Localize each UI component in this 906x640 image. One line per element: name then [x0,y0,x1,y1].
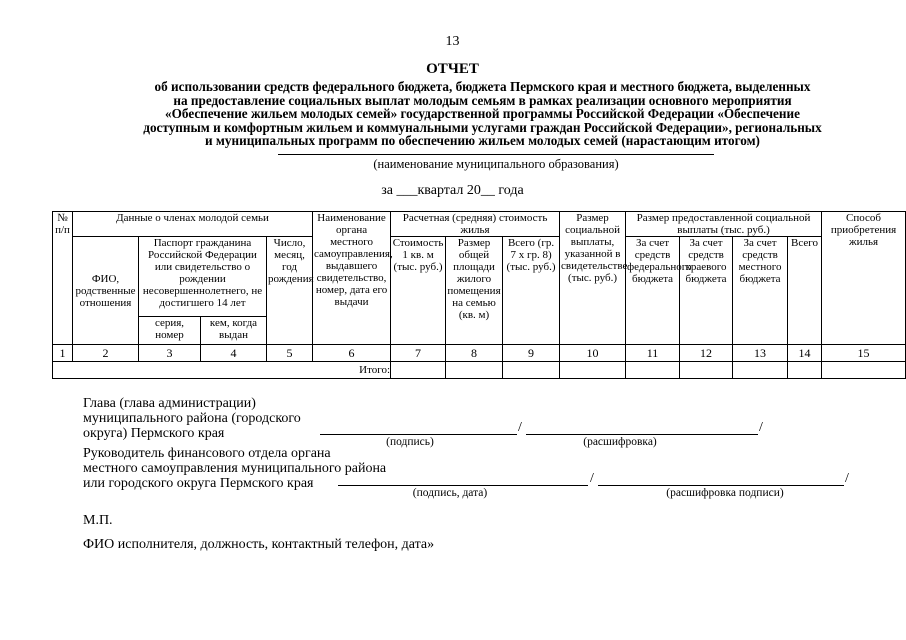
subtitle-line: доступным и комфортным жильем и коммунальными услугами граждан Российской Федерации», региональных [143,119,822,135]
column-number: 10 [560,345,626,362]
stamp-place: М.П. [83,513,113,528]
column-number: 12 [680,345,733,362]
header-total-cost: Всего (гр. 7 х гр. 8) (тыс. руб.) [503,237,560,345]
column-numbers-row [53,345,906,362]
header-fio: ФИО, родственные отношения [73,237,139,345]
header-acquisition-method: Способ приобретения жилья [822,212,906,345]
header-authority: Наименование органа местного самоуправления, выдавшего свидетельство, номер, дата его выдачи [313,212,391,345]
executor-info-line: ФИО исполнителя, должность, контактный телефон, дата» [83,537,435,552]
slash-divider: / [759,420,763,435]
signature-label-line: местного самоуправления муниципального района [83,461,387,476]
page-number: 13 [445,34,460,49]
total-cell [626,362,680,379]
subtitle-line: на предоставление социальных выплат молодым семьям в рамках реализации основного мероприятия [173,92,792,108]
total-cell [503,362,560,379]
total-cell [680,362,733,379]
total-cell [560,362,626,379]
total-cell [391,362,446,379]
column-number: 11 [626,345,680,362]
total-cell [822,362,906,379]
column-number: 15 [822,345,906,362]
subtitle-line: об использовании средств федерального бюджета, бюджета Пермского края и местного бюджета, выделенных [154,79,811,94]
header-local-budget: За счет средств местного бюджета [733,237,788,345]
report-period-line: за ___квартал 20__ года [381,183,524,198]
total-cell [446,362,503,379]
column-number: 8 [446,345,503,362]
total-label: Итого: [53,362,391,379]
head-signature-line [320,434,517,435]
municipality-caption: (наименование муниципального образования) [373,157,619,171]
header-series-number: серия, номер [139,317,201,345]
slash-divider: / [518,420,522,435]
subtitle-line: «Обеспечение жильем молодых семей» государственной программы Российской Федерации «Обеспечение [165,106,800,122]
header-birthdate: Число, месяц, год рождения [267,237,313,345]
subtitle-line: и муниципальных программ по обеспечению жильем молодых семей (нарастающим итогом) [205,133,760,149]
column-number: 2 [73,345,139,362]
header-housing-cost: Расчетная (средняя) стоимость жилья [391,212,560,237]
header-area: Размер общей площади жилого помещения на семью (кв. м) [446,237,503,345]
column-number: 1 [53,345,73,362]
slash-divider: / [845,471,849,486]
finance-sign-caption: (подпись, дата) [412,487,488,499]
report-table [52,211,906,379]
header-provided-payment: Размер предоставленной социальной выплаты (тыс. руб.) [626,212,822,237]
column-number: 9 [503,345,560,362]
column-number: 4 [201,345,267,362]
header-row-number: № п/п [53,212,73,345]
head-decode-caption: (расшифровка) [583,436,657,448]
finance-decode-caption: (расшифровка подписи) [666,487,784,499]
header-total-provided: Всего [788,237,822,345]
column-number: 5 [267,345,313,362]
column-number: 3 [139,345,201,362]
column-number: 13 [733,345,788,362]
slash-divider: / [590,471,594,486]
header-cost-per-sqm: Стоимость 1 кв. м (тыс. руб.) [391,237,446,345]
total-cell [788,362,822,379]
total-row [53,362,906,379]
header-family-data: Данные о членах молодой семьи [73,212,313,237]
header-federal-budget: За счет средств федерального бюджета [626,237,680,345]
head-sign-caption: (подпись) [386,436,434,448]
header-issued-by: кем, когда выдан [201,317,267,345]
document-subtitle [60,80,905,148]
finance-decode-line [598,485,844,486]
total-cell [733,362,788,379]
document-title: ОТЧЕТ [426,61,479,77]
signature-label-line: или городского округа Пермского края [83,476,314,491]
municipality-name-line [278,154,714,155]
signature-label-line: Глава (глава администрации) [83,396,256,411]
column-number: 6 [313,345,391,362]
signature-label-line: муниципального района (городского [83,411,301,426]
head-signature-label [83,396,301,441]
header-payment-size: Размер социальной выплаты, указанной в свидетельстве (тыс. руб.) [560,212,626,345]
signature-label-line: Руководитель финансового отдела органа [83,446,331,461]
column-number: 7 [391,345,446,362]
column-number: 14 [788,345,822,362]
head-decode-line [526,434,758,435]
header-regional-budget: За счет средств краевого бюджета [680,237,733,345]
signature-label-line: округа) Пермского края [83,426,225,441]
finance-signature-line [338,485,588,486]
header-passport: Паспорт гражданина Российской Федерации или свидетельство о рождении несовершеннолетнего, не достигшего 14 лет [139,237,267,317]
